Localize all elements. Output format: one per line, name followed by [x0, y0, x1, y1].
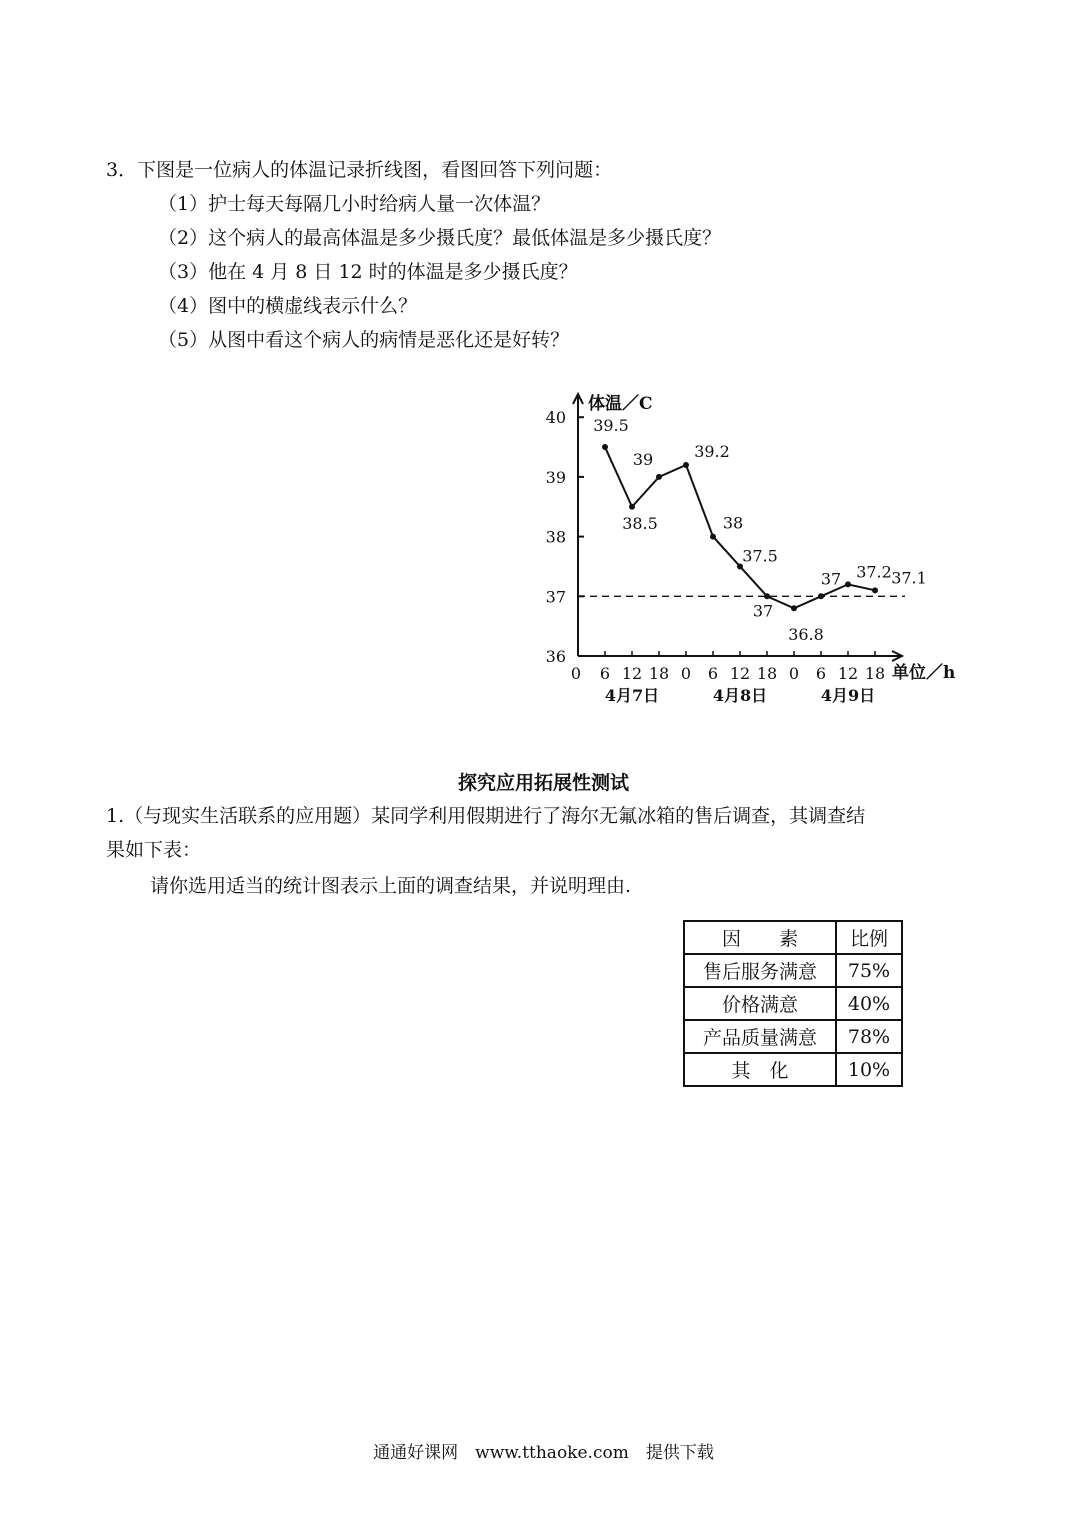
footer-download-note: 通通好课网 www.tthaoke.com 提供下载	[373, 1443, 714, 1463]
question-3-heading: 3．下图是一位病人的体温记录折线图，看图回答下列问题：	[106, 159, 613, 181]
table-header-row	[684, 921, 902, 954]
x-tick-label: 12	[837, 664, 859, 683]
table-cell-factor: 其 化	[684, 1053, 836, 1086]
data-point-label: 39	[632, 449, 654, 469]
x-tick-label: 18	[648, 664, 670, 683]
data-point	[656, 474, 662, 480]
data-point	[764, 593, 770, 599]
y-axis-title: 体温／C	[588, 394, 653, 414]
y-tick-label: 40	[545, 408, 566, 428]
data-point	[602, 444, 608, 450]
table-cell-ratio: 10%	[836, 1053, 902, 1086]
table-cell-factor: 价格满意	[684, 987, 836, 1020]
data-point-label: 38	[722, 513, 744, 533]
x-origin-label: 0	[570, 664, 582, 683]
x-axis-title: 单位／h	[892, 663, 956, 683]
question-3-item-5: （5）从图中看这个病人的病情是恶化还是好转？	[158, 329, 570, 351]
y-tick-label: 38	[545, 527, 566, 547]
application-instruction: 请你选用适当的统计图表示上面的调查结果，并说明理由.	[150, 875, 632, 897]
y-tick-label: 37	[545, 587, 566, 607]
table-row	[684, 954, 902, 987]
data-point	[683, 462, 689, 468]
data-point	[845, 581, 851, 587]
table-row	[684, 1053, 902, 1086]
table-header-factor: 因 素	[684, 921, 836, 954]
table-cell-ratio: 78%	[836, 1020, 902, 1053]
data-point-label: 37.2	[856, 562, 892, 582]
x-tick-label: 18	[864, 664, 886, 683]
x-tick-label: 18	[756, 664, 778, 683]
question-3-item-3: （3）他在 4 月 8 日 12 时的体温是多少摄氏度？	[158, 261, 578, 283]
section-title: 探究应用拓展性测试	[457, 772, 629, 794]
table-cell-factor: 产品质量满意	[684, 1020, 836, 1053]
data-point-label: 39.2	[694, 441, 730, 461]
table-row	[684, 987, 902, 1020]
question-3-item-2: （2）这个病人的最高体温是多少摄氏度？最低体温是多少摄氏度？	[158, 227, 722, 249]
data-point-label: 37.5	[742, 546, 778, 566]
x-tick-label: 6	[707, 664, 719, 683]
data-point-label: 39.5	[593, 416, 629, 436]
data-point	[629, 504, 635, 510]
data-point-label: 38.5	[622, 513, 658, 533]
x-date-group-label: 4月9日	[820, 686, 876, 705]
data-point	[872, 587, 878, 593]
data-point	[791, 605, 797, 611]
data-point	[710, 534, 716, 540]
table-header-ratio: 比例	[836, 921, 902, 954]
survey-table	[683, 920, 903, 1087]
x-tick-label: 12	[621, 664, 643, 683]
table-cell-factor: 售后服务满意	[684, 954, 836, 987]
x-tick-label: 0	[680, 664, 692, 683]
x-tick-label: 12	[729, 664, 751, 683]
chart-labels	[546, 393, 956, 705]
table-cell-ratio: 40%	[836, 987, 902, 1020]
data-point-label: 37.1	[891, 568, 927, 588]
x-date-group-label: 4月8日	[712, 686, 768, 705]
temperature-line-chart	[530, 382, 980, 712]
table-cell-ratio: 75%	[836, 954, 902, 987]
x-tick-label: 6	[599, 664, 611, 683]
table-row	[684, 1020, 902, 1053]
data-point-label: 37	[820, 569, 842, 589]
question-3-item-4: （4）图中的横虚线表示什么？	[158, 295, 418, 317]
data-point-label: 36.8	[788, 625, 824, 645]
question-3-item-1: （1）护士每天每隔几小时给病人量一次体温？	[158, 193, 551, 215]
data-point	[818, 593, 824, 599]
application-question-line-1: 1.（与现实生活联系的应用题）某同学利用假期进行了海尔无氟冰箱的售后调查，其调查结	[106, 805, 866, 827]
x-tick-label: 0	[788, 664, 800, 683]
application-question-line-2: 果如下表：	[106, 839, 202, 861]
y-tick-label: 39	[545, 467, 566, 487]
y-tick-label: 36	[545, 647, 566, 666]
data-point-label: 37	[752, 601, 774, 621]
x-tick-label: 6	[815, 664, 827, 683]
x-date-group-label: 4月7日	[604, 686, 660, 705]
